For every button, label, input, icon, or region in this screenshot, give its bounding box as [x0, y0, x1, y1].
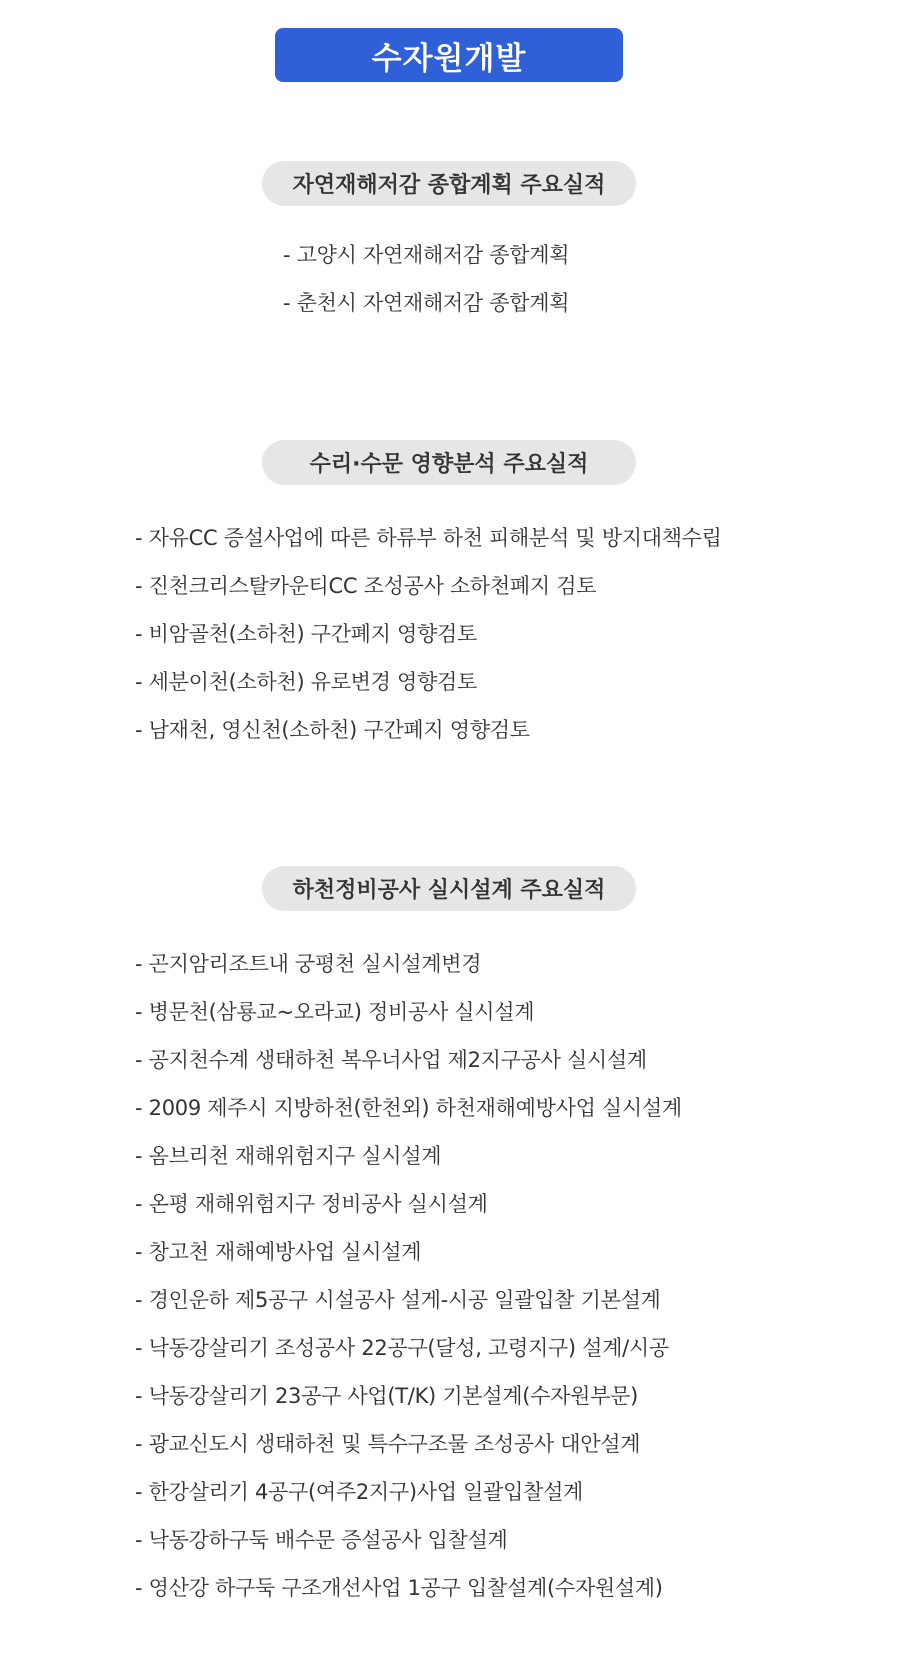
list-item: - 춘천시 자연재해저감 종합계획: [283, 291, 570, 315]
list-item: - 공지천수계 생태하천 복우너사업 제2지구공사 실시설계: [135, 1048, 647, 1072]
list-item: - 남재천, 영신천(소하천) 구간폐지 영향검토: [135, 718, 530, 742]
section-heading-natural-disaster-reduction: 자연재해저감 종합계획 주요실적: [262, 161, 636, 206]
section-heading-hydraulic-hydrologic-analysis: 수리·수문 영향분석 주요실적: [262, 440, 636, 485]
list-item: - 옴브리천 재해위험지구 실시설계: [135, 1144, 442, 1168]
section-list-hydraulic-hydrologic-analysis: [135, 514, 722, 754]
list-item: - 곤지암리조트내 궁평천 실시설계변경: [135, 952, 482, 976]
list-item: - 광교신도시 생태하천 및 특수구조물 조성공사 대안설계: [135, 1432, 641, 1456]
list-item: - 온평 재해위험지구 정비공사 실시설계: [135, 1192, 488, 1216]
section-list-natural-disaster-reduction: [283, 231, 569, 327]
list-item: - 세분이천(소하천) 유로변경 영향검토: [135, 670, 477, 694]
list-item: - 자유CC 증설사업에 따른 하류부 하천 피해분석 및 방지대책수립: [135, 526, 722, 550]
section-heading-river-improvement-design: 하천정비공사 실시설계 주요실적: [262, 866, 636, 911]
list-item: - 낙동강살리기 23공구 사업(T/K) 기본설계(수자원부문): [135, 1384, 638, 1408]
list-item: - 비암골천(소하천) 구간폐지 영향검토: [135, 622, 477, 646]
list-item: - 창고천 재해예방사업 실시설계: [135, 1240, 422, 1264]
list-item: - 고양시 자연재해저감 종합계획: [283, 243, 570, 267]
page-title: 수자원개발: [371, 40, 527, 77]
section-list-river-improvement-design: [135, 940, 682, 1612]
page-title-banner: [275, 28, 623, 82]
list-item: - 낙동강하구둑 배수문 증설공사 입찰설계: [135, 1528, 508, 1552]
list-item: - 2009 제주시 지방하천(한천외) 하천재해예방사업 실시설계: [135, 1096, 682, 1120]
list-item: - 영산강 하구둑 구조개선사업 1공구 입찰설계(수자원설계): [135, 1576, 663, 1600]
list-item: - 낙동강살리기 조성공사 22공구(달성, 고령지구) 설계/시공: [135, 1336, 669, 1360]
list-item: - 한강살리기 4공구(여주2지구)사업 일괄입찰설계: [135, 1480, 584, 1504]
list-item: - 병문천(삼룡교~오라교) 정비공사 실시설계: [135, 1000, 535, 1024]
list-item: - 경인운하 제5공구 시설공사 설게-시공 일괄입찰 기본설계: [135, 1288, 661, 1312]
list-item: - 진천크리스탈카운티CC 조성공사 소하천폐지 검토: [135, 574, 597, 598]
